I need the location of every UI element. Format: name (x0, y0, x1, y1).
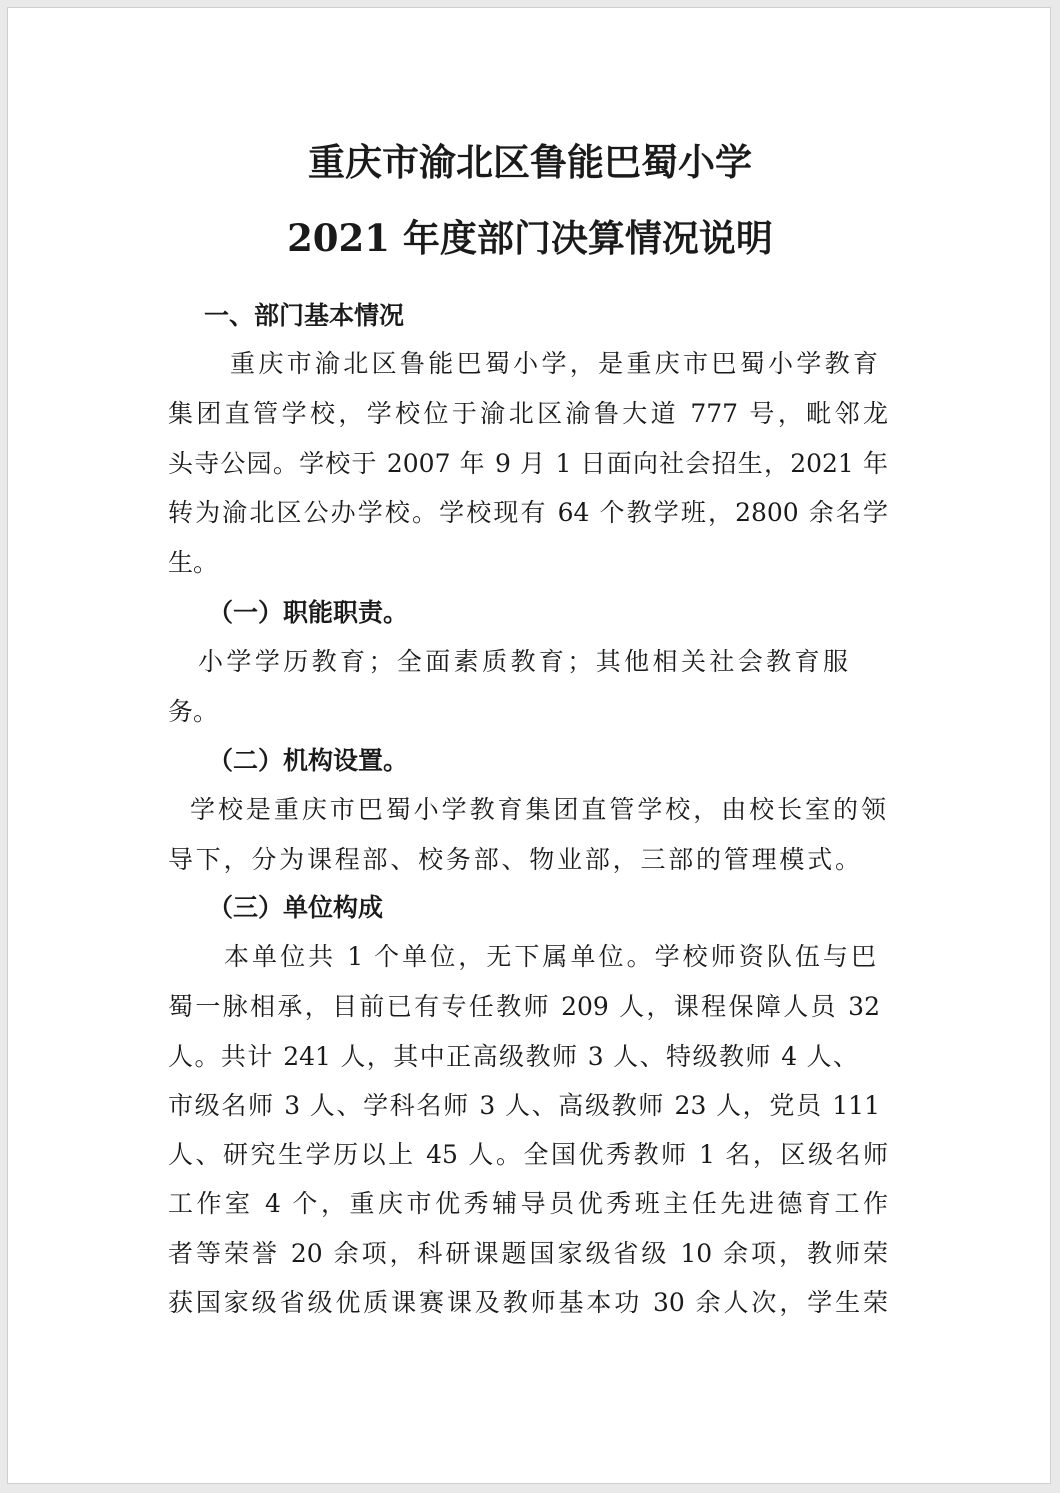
paragraph-line: 者等荣誉 20 余项，科研课题国家级省级 10 余项，教师荣 (168, 1239, 888, 1268)
paragraph-line: 小学学历教育；全面素质教育；其他相关社会教育服 (198, 647, 848, 676)
paragraph-line: 蜀一脉相承，目前已有专任教师 209 人，课程保障人员 32 (168, 992, 880, 1021)
paragraph-line: 人。共计 241 人，其中正高级教师 3 人、特级教师 4 人、 (168, 1042, 858, 1071)
paragraph-line: 务。 (168, 697, 219, 726)
paragraph-line: 工作室 4 个，重庆市优秀辅导员优秀班主任先进德育工作 (168, 1189, 888, 1218)
paragraph-line: 重庆市渝北区鲁能巴蜀小学，是重庆市巴蜀小学教育 (230, 349, 878, 378)
paragraph-line: 本单位共 1 个单位，无下属单位。学校师资队伍与巴 (224, 942, 876, 971)
document-title-line-2: 2021 年度部门决算情况说明 (287, 216, 773, 260)
paragraph-line: 头寺公园。学校于 2007 年 9 月 1 日面向社会招生，2021 年 (168, 449, 888, 478)
paragraph-line: 集团直管学校，学校位于渝北区渝鲁大道 777 号，毗邻龙 (168, 399, 888, 428)
document-title-line-1: 重庆市渝北区鲁能巴蜀小学 (308, 140, 752, 184)
paragraph-line: 生。 (168, 548, 219, 577)
paragraph-line: 获国家级省级优质课赛课及教师基本功 30 余人次，学生荣 (168, 1288, 888, 1317)
paragraph-line: 转为渝北区公办学校。学校现有 64 个教学班，2800 余名学 (168, 498, 888, 527)
paragraph-line: 学校是重庆市巴蜀小学教育集团直管学校，由校长室的领 (190, 795, 886, 824)
subsection-heading-functions: （一）职能职责。 (208, 598, 409, 627)
paragraph-line: 市级名师 3 人、学科名师 3 人、高级教师 23 人，党员 111 (168, 1091, 880, 1120)
paragraph-line: 导下，分为课程部、校务部、物业部，三部的管理模式。 (168, 845, 860, 874)
paragraph-line: 人、研究生学历以上 45 人。全国优秀教师 1 名，区级名师 (168, 1140, 888, 1169)
subsection-heading-organization: （二）机构设置。 (208, 746, 409, 775)
section-heading-basic-info: 一、部门基本情况 (204, 301, 405, 330)
subsection-heading-composition: （三）单位构成 (208, 893, 384, 922)
document-page (7, 7, 1051, 1484)
